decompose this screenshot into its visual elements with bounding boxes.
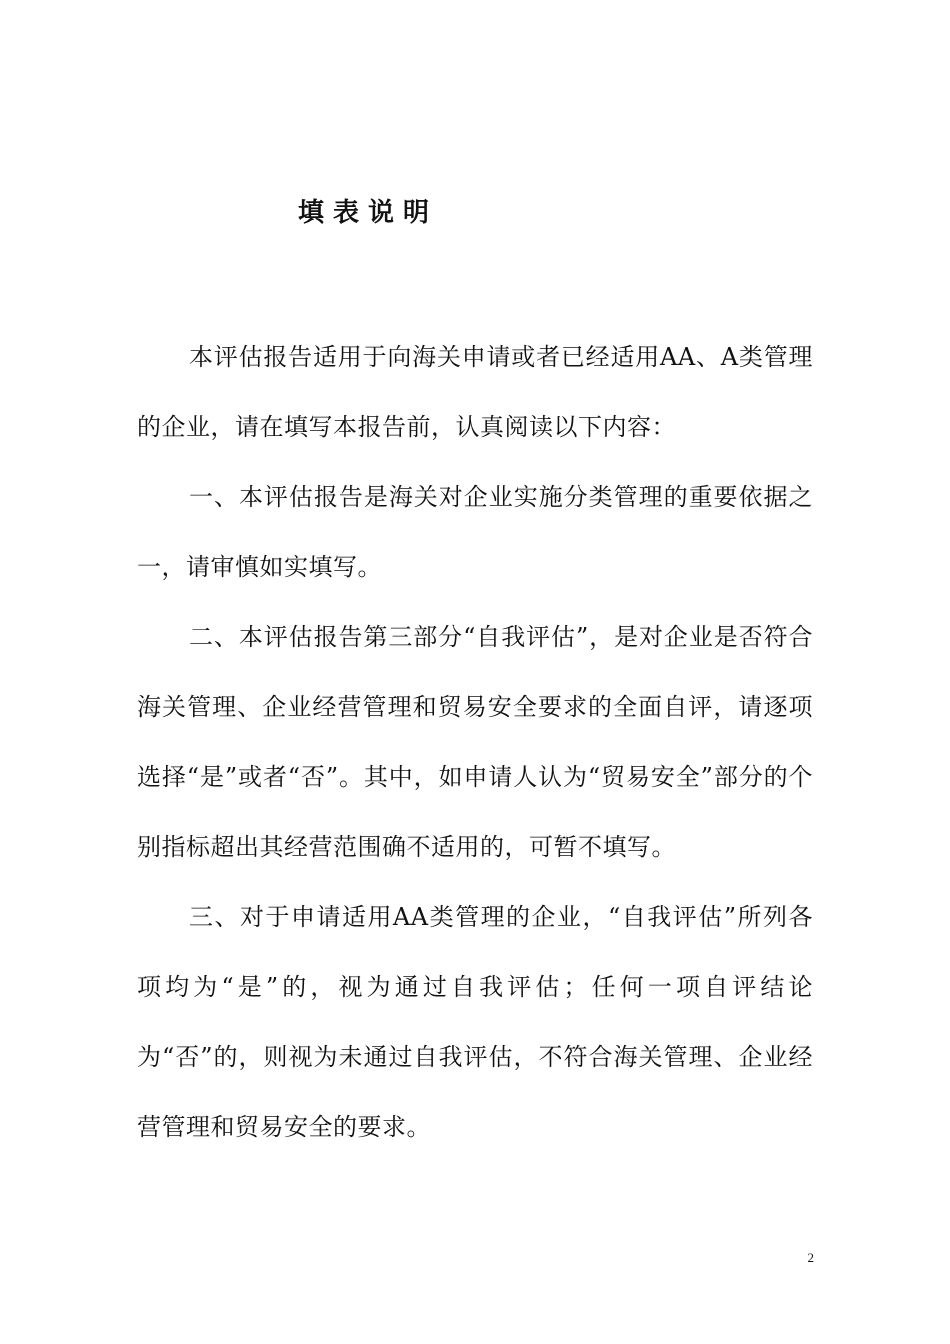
paragraph-item-2: 二、本评估报告第三部分“自我评估”，是对企业是否符合海关管理、企业经营管理和贸易安全要求的全面自评，请逐项选择“是”或者“否”。其中，如申请人认为“贸易安全”部分的个别指标超出其经营范围确不适用的，可暂不填写。 [137,623,813,861]
paragraph-item-3: 三、对于申请适用AA类管理的企业，“自我评估”所列各项均为“是”的，视为通过自我评估；任何一项自评结论为“否”的，则视为未通过自我评估，不符合海关管理、企业经营管理和贸易安全的要求。 [137,903,813,1141]
page-number: 2 [807,1250,814,1265]
document-body [137,322,813,1162]
page-title: 填表说明 [298,198,439,228]
paragraph-intro: 本评估报告适用于向海关申请或者已经适用AA、A类管理的企业，请在填写本报告前，认真阅读以下内容： [137,343,813,441]
paragraph-item-1: 一、本评估报告是海关对企业实施分类管理的重要依据之一，请审慎如实填写。 [137,483,813,581]
